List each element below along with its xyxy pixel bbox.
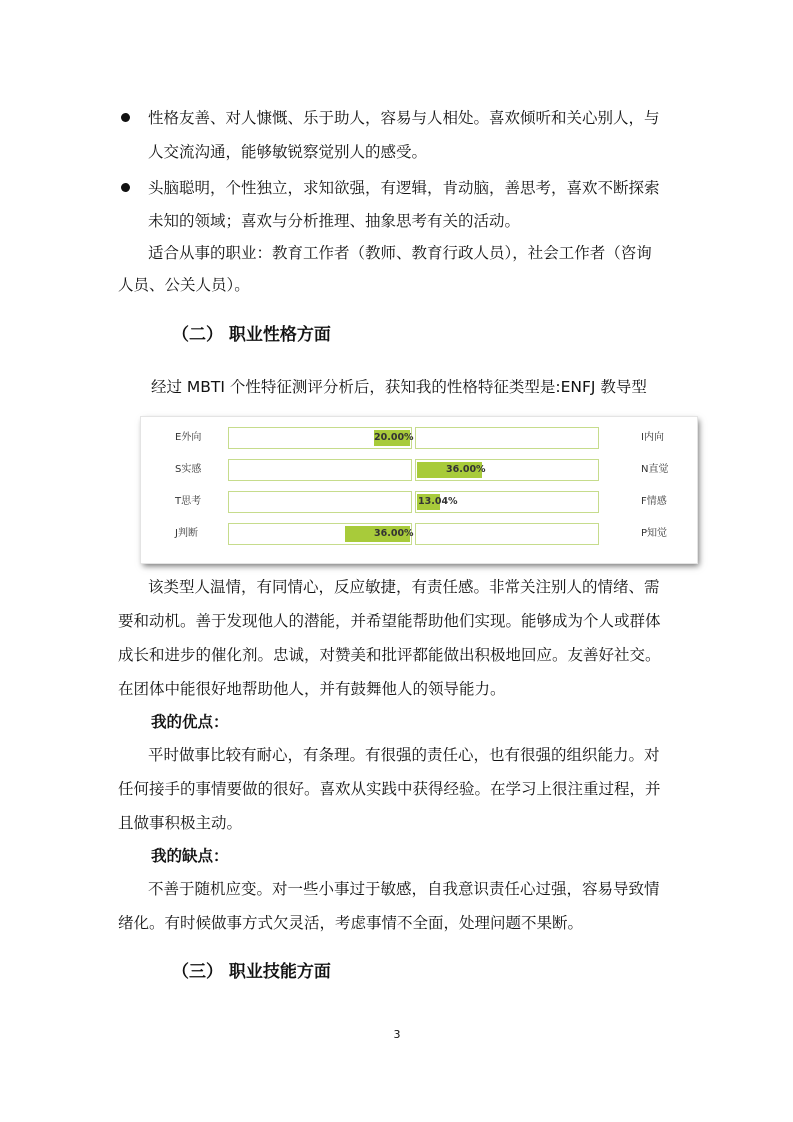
strengths-line-3: 且做事积极主动。 (118, 814, 243, 832)
chart-right-label-3: P知觉 (641, 528, 668, 539)
chart-value-label-2: 13.04% (418, 496, 458, 507)
type-desc-line-3: 成长和进步的催化剂。忠诚，对赞美和批评都能做出积极地回应。友善好社交。 (118, 646, 661, 664)
bullet-2-line-1: 头脑聪明，个性独立，求知欲强，有逻辑，肯动脑，善思考，喜欢不断探索 (148, 179, 660, 197)
strengths-line-2: 任何接手的事情要做的很好。喜欢从实践中获得经验。在学习上很注重过程，并 (118, 780, 661, 798)
weaknesses-line-2: 绪化。有时候做事方式欠灵活，考虑事情不全面，处理问题不果断。 (118, 914, 584, 932)
chart-value-label-1: 36.00% (446, 464, 486, 475)
type-desc-line-1: 该类型人温情，有同情心，反应敏捷，有责任感。非常关注别人的情绪、需 (148, 578, 660, 596)
suitable-jobs-line-1: 适合从事的职业：教育工作者（教师、教育行政人员），社会工作者（咨询 (148, 244, 652, 262)
type-desc-line-2: 要和动机。善于发现他人的潜能，并希望能帮助他们实现。能够成为个人或群体 (118, 612, 661, 630)
chart-left-box (228, 459, 412, 481)
chart-right-label-0: I内向 (641, 432, 664, 443)
mbti-intro: 经过 MBTI 个性特征测评分析后，获知我的性格特征类型是:ENFJ 教导型 (151, 378, 647, 396)
strengths-line-1: 平时做事比较有耐心，有条理。有很强的责任心，也有很强的组织能力。对 (148, 746, 660, 764)
chart-right-label-1: N直觉 (641, 464, 669, 475)
chart-left-label-2: T思考 (175, 496, 202, 507)
weaknesses-line-1: 不善于随机应变。对一些小事过于敏感，自我意识责任心过强，容易导致情 (148, 880, 660, 898)
chart-left-box (228, 491, 412, 513)
bullet-1-line-1: 性格友善、对人慷慨、乐于助人，容易与人相处。喜欢倾听和关心别人，与 (148, 109, 660, 127)
section-3-heading: （三） 职业技能方面 (172, 962, 331, 982)
page-number: 3 (393, 1028, 401, 1041)
weaknesses-heading: 我的缺点： (151, 847, 229, 865)
suitable-jobs-line-2: 人员、公关人员）。 (118, 276, 250, 294)
chart-value-label-3: 36.00% (374, 528, 414, 539)
type-desc-line-4: 在团体中能很好地帮助他人，并有鼓舞他人的领导能力。 (118, 680, 506, 698)
chart-value-label-0: 20.00% (374, 432, 414, 443)
mbti-chart (141, 417, 697, 563)
chart-right-box (415, 523, 599, 545)
bullet-dot (121, 113, 130, 122)
bullet-1-line-2: 人交流沟通，能够敏锐察觉别人的感受。 (148, 143, 428, 161)
strengths-heading: 我的优点： (151, 713, 229, 731)
chart-left-label-0: E外向 (175, 432, 202, 443)
section-2-heading: （二） 职业性格方面 (172, 325, 331, 345)
bullet-dot (121, 183, 130, 192)
chart-right-label-2: F情感 (641, 496, 667, 507)
bullet-2-line-2: 未知的领域；喜欢与分析推理、抽象思考有关的活动。 (148, 212, 521, 230)
chart-right-box (415, 427, 599, 449)
chart-left-label-1: S实感 (175, 464, 202, 475)
chart-left-label-3: J判断 (175, 528, 198, 539)
